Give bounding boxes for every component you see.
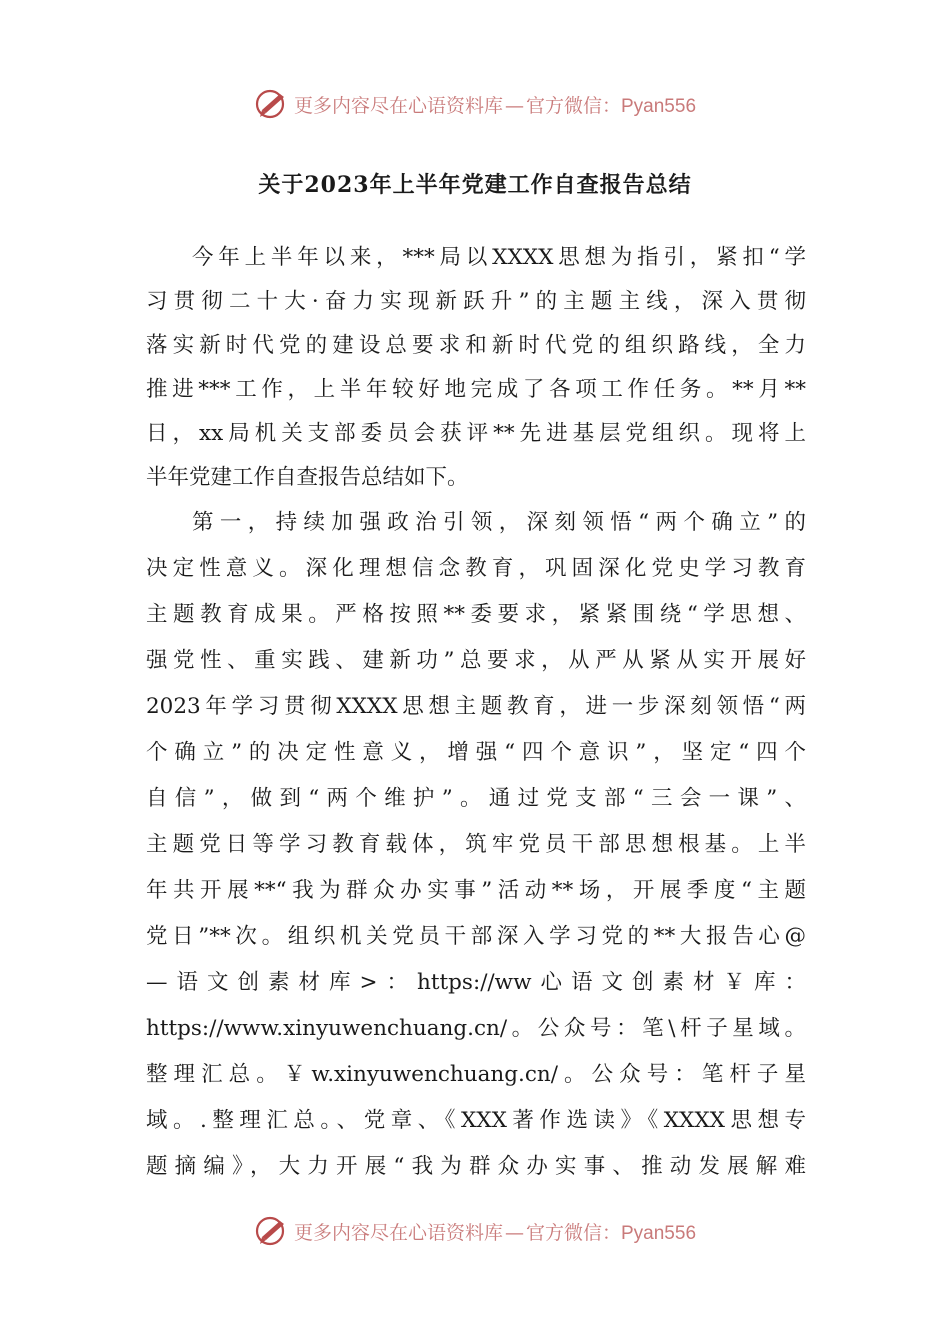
document-title: 关于2023年上半年党建工作自查报告总结 [258, 172, 692, 198]
text-line: 年共开展**“我为群众办实事”活动**场，开展季度“主题 [146, 878, 806, 903]
banner-wechat-id: Pyan556 [621, 95, 697, 117]
banner-dash: — [504, 94, 524, 117]
text-line: 主题教育成果。严格按照**委要求，紧紧围绕“学思想、 [146, 602, 806, 627]
banner-wechat-label: 官方微信： [525, 94, 621, 117]
text-line: 主题党日等学习教育载体，筑牢党员干部思想根基。上半 [146, 832, 806, 857]
text-line: 第一，持续加强政治引领，深刻领悟“两个确立”的 [192, 510, 806, 535]
banner-text [294, 1218, 696, 1245]
footer-banner [0, 1211, 950, 1251]
text-line: 域。.整理汇总。、党章、《XXX著作选读》《XXXX思想专 [146, 1108, 806, 1133]
pen-logo-icon [254, 1213, 290, 1249]
banner-wechat-id: Pyan556 [621, 1222, 697, 1244]
text-line: 推进***工作，上半年较好地完成了各项工作任务。**月** [146, 377, 806, 402]
paragraph-1 [146, 236, 806, 500]
text-line: 强党性、重实践、建新功”总要求，从严从紧从实开展好 [146, 648, 806, 673]
banner-text [294, 91, 696, 118]
text-line: https://www.xinyuwenchuang.cn/。公众号：笔\杆子星域。 [146, 1016, 806, 1041]
text-line: 自信”，做到“两个维护”。通过党支部“三会一课”、 [146, 786, 806, 811]
banner-site-name: 更多内容尽在心语资料库 [293, 94, 503, 117]
pen-logo-icon [254, 86, 290, 122]
text-line: 2023年学习贯彻XXXX思想主题教育，进一步深刻领悟“两 [146, 694, 806, 719]
banner-site-name: 更多内容尽在心语资料库 [293, 1221, 503, 1244]
text-line: 个确立”的决定性意义，增强“四个意识”，坚定“四个 [146, 740, 806, 765]
banner-wechat-label: 官方微信： [525, 1221, 621, 1244]
text-line: —语文创素材库>：https://ww心语文创素材￥库： [146, 970, 806, 995]
text-line: 落实新时代党的建设总要求和新时代党的组织路线，全力 [146, 333, 806, 358]
text-line: 今年上半年以来，***局以XXXX思想为指引，紧扣“学 [192, 245, 806, 270]
banner-dash: — [504, 1221, 524, 1244]
text-line: 党日”**次。组织机关党员干部深入学习党的**大报告心@ [146, 924, 806, 949]
text-line: 决定性意义。深化理想信念教育，巩固深化党史学习教育 [146, 556, 806, 581]
header-banner [0, 84, 950, 124]
text-line: 题摘编》，大力开展“我为群众办实事、推动发展解难 [146, 1154, 806, 1179]
paragraph-2 [146, 500, 806, 1190]
document-body [146, 236, 806, 1190]
text-line: 整理汇总。￥w.xinyuwenchuang.cn/。公众号：笔杆子星 [146, 1062, 806, 1087]
text-line: 习贯彻二十大·奋力实现新跃升”的主题主线，深入贯彻 [146, 289, 806, 314]
text-line: 日，xx局机关支部委员会获评**先进基层党组织。现将上 [146, 421, 806, 446]
text-line: 半年党建工作自查报告总结如下。 [146, 465, 469, 490]
